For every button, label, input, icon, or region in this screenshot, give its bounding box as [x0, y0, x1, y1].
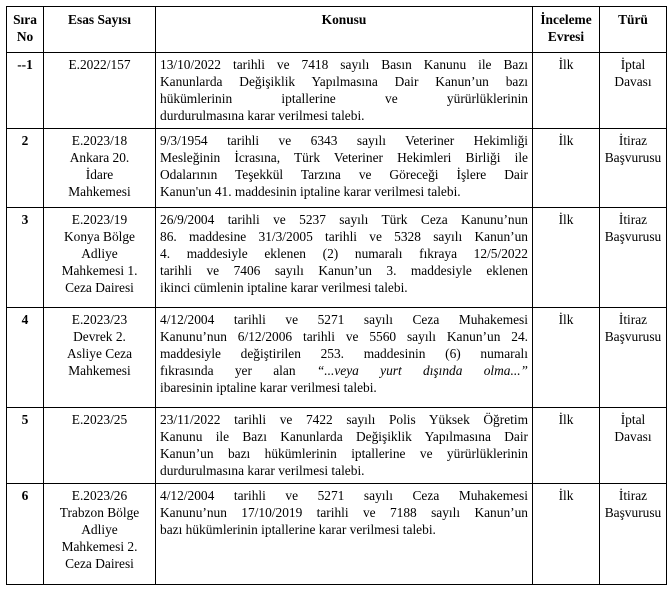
esas-line: Mahkemesi 1.	[61, 263, 138, 278]
turu-line: İtiraz	[618, 312, 648, 327]
konu-line: tarihli ve 7406 sayılı Kanun’un 3. maddesiyle eklenen	[160, 263, 528, 278]
konu-line: maddesiyle değiştirilen 253. maddesinin (6) numaralı	[160, 346, 528, 361]
header-sira-no: Sıra No	[7, 7, 44, 53]
header-turu: Türü	[600, 7, 667, 53]
turu-line: İptal	[620, 57, 646, 72]
esas-line: Adliye	[81, 246, 118, 261]
turu-cell	[600, 408, 667, 484]
konu-line: bazı hükümlerinin iptallerine karar verilmesi talebi.	[160, 522, 436, 537]
esas-line: E.2023/25	[71, 412, 128, 427]
esas-line: Ceza Dairesi	[65, 280, 134, 295]
turu-line: Başvurusu	[604, 229, 662, 244]
turu-cell	[600, 129, 667, 208]
konu-line: Kanunu’nun 17/10/2019 tarihli ve 7188 sayılı Kanun’un	[160, 505, 528, 520]
konu-line: 4/12/2004 tarihli ve 5271 sayılı Ceza Muhakemesi	[160, 312, 528, 327]
konu-line: 23/11/2022 tarihli ve 7422 sayılı Polis Yüksek Öğretim	[160, 412, 528, 427]
turu-line: İtiraz	[618, 212, 648, 227]
table-row	[7, 484, 667, 585]
esas-line: E.2022/157	[68, 57, 131, 72]
konu-line: durdurulmasına karar verilmesi talebi.	[160, 463, 365, 478]
turu-line: İtiraz	[618, 133, 648, 148]
inceleme-evresi-cell: İlk	[533, 53, 600, 129]
table-row	[7, 208, 667, 308]
inceleme-evresi-cell: İlk	[533, 484, 600, 585]
esas-line: E.2023/19	[71, 212, 128, 227]
header-esas-sayisi: Esas Sayısı	[44, 7, 156, 53]
konu-line: 4. maddesiyle eklenen (2) numaralı fıkraya 12/5/2022	[160, 246, 528, 261]
esas-sayisi-cell	[44, 484, 156, 585]
header-konusu: Konusu	[156, 7, 533, 53]
konu-line: Kanun'un 41. maddesinin iptaline karar verilmesi talebi.	[160, 184, 461, 199]
inceleme-evresi-cell: İlk	[533, 208, 600, 308]
esas-sayisi-cell	[44, 53, 156, 129]
konusu-cell	[156, 129, 533, 208]
esas-line: Devrek 2.	[73, 329, 126, 344]
esas-sayisi-cell	[44, 408, 156, 484]
sira-no-cell: 4	[7, 308, 44, 408]
konu-line: 26/9/2004 tarihli ve 5237 sayılı Türk Ceza Kanunu’nun	[160, 212, 528, 227]
turu-line: Başvurusu	[604, 505, 662, 520]
turu-cell	[600, 308, 667, 408]
esas-line: Mahkemesi	[68, 363, 131, 378]
inceleme-evresi-cell: İlk	[533, 408, 600, 484]
konu-line: 9/3/1954 tarihli ve 6343 sayılı Veteriner Hekimliği	[160, 133, 528, 148]
turu-line: İtiraz	[618, 488, 648, 503]
konu-line: Mesleğinin İcrasına, Türk Veteriner Hekimleri Birliği ile	[160, 150, 528, 165]
inceleme-evresi-cell: İlk	[533, 129, 600, 208]
konusu-cell	[156, 208, 533, 308]
header-inceleme-evresi: İnceleme Evresi	[533, 7, 600, 53]
esas-line: E.2023/26	[71, 488, 128, 503]
sira-no-cell: --1	[7, 53, 44, 129]
konu-line: Kanunlarda Değişiklik Yapılmasına Dair Kanun’un bazı	[160, 74, 528, 89]
esas-line: Konya Bölge	[63, 229, 136, 244]
turu-line: İptal	[620, 412, 646, 427]
konu-line: Odalarının Teşekkül Tarzına ve Göreceği İşlere Dair	[160, 167, 528, 182]
esas-line: E.2023/18	[71, 133, 128, 148]
sira-no-cell: 3	[7, 208, 44, 308]
turu-cell	[600, 53, 667, 129]
sira-no-cell: 5	[7, 408, 44, 484]
table-header-row	[7, 7, 667, 53]
esas-sayisi-cell	[44, 208, 156, 308]
esas-line: Ankara 20.	[69, 150, 130, 165]
inceleme-evresi-cell: İlk	[533, 308, 600, 408]
table-row	[7, 408, 667, 484]
esas-line: Mahkemesi	[68, 184, 131, 199]
esas-line: Mahkemesi 2.	[61, 539, 138, 554]
konu-line: ikinci cümlenin iptaline karar verilmesi talebi.	[160, 280, 408, 295]
sira-no-cell: 6	[7, 484, 44, 585]
table-row	[7, 53, 667, 129]
konu-line: 86. maddesine 31/3/2005 tarihli ve 5328 sayılı Kanun’un	[160, 229, 528, 244]
turu-line: Başvurusu	[604, 329, 662, 344]
konu-line: durdurulmasına karar verilmesi talebi.	[160, 108, 365, 123]
esas-sayisi-cell	[44, 308, 156, 408]
konu-line: 13/10/2022 tarihli ve 7418 sayılı Basın Kanunu ile Bazı	[160, 57, 528, 72]
konusu-cell	[156, 408, 533, 484]
turu-line: Davası	[614, 429, 652, 444]
konu-quote: “...veya yurt dışında olma...”	[316, 363, 528, 378]
esas-line: Asliye Ceza	[66, 346, 133, 361]
esas-line: Trabzon Bölge	[59, 505, 140, 520]
konusu-cell	[156, 53, 533, 129]
konu-text: fıkrasında yer alan	[160, 363, 296, 378]
konu-line: Kanun’un bazı hükümlerinin iptallerine ve yürürlüklerinin	[160, 446, 528, 461]
konu-line: Kanunu’nun 6/12/2006 tarihli ve 5560 sayılı Kanun’un 24.	[160, 329, 528, 344]
sira-no-cell: 2	[7, 129, 44, 208]
esas-line: İdare	[85, 167, 114, 182]
table-row	[7, 308, 667, 408]
esas-sayisi-cell	[44, 129, 156, 208]
konu-line-with-quote	[160, 362, 528, 379]
esas-line: Adliye	[81, 522, 118, 537]
turu-cell	[600, 484, 667, 585]
turu-line: Davası	[614, 74, 652, 89]
esas-line: E.2023/23	[71, 312, 128, 327]
konusu-cell	[156, 308, 533, 408]
konu-line: hükümlerinin iptallerine ve yürürlüklerinin	[160, 91, 528, 106]
cases-table	[6, 6, 667, 585]
turu-line: Başvurusu	[604, 150, 662, 165]
konusu-cell	[156, 484, 533, 585]
table-row	[7, 129, 667, 208]
konu-line: Kanunu ile Bazı Kanunlarda Değişiklik Yapılmasına Dair	[160, 429, 528, 444]
konu-line: ibaresinin iptaline karar verilmesi talebi.	[160, 380, 377, 395]
esas-line: Ceza Dairesi	[65, 556, 134, 571]
konu-line: 4/12/2004 tarihli ve 5271 sayılı Ceza Muhakemesi	[160, 488, 528, 503]
turu-cell	[600, 208, 667, 308]
